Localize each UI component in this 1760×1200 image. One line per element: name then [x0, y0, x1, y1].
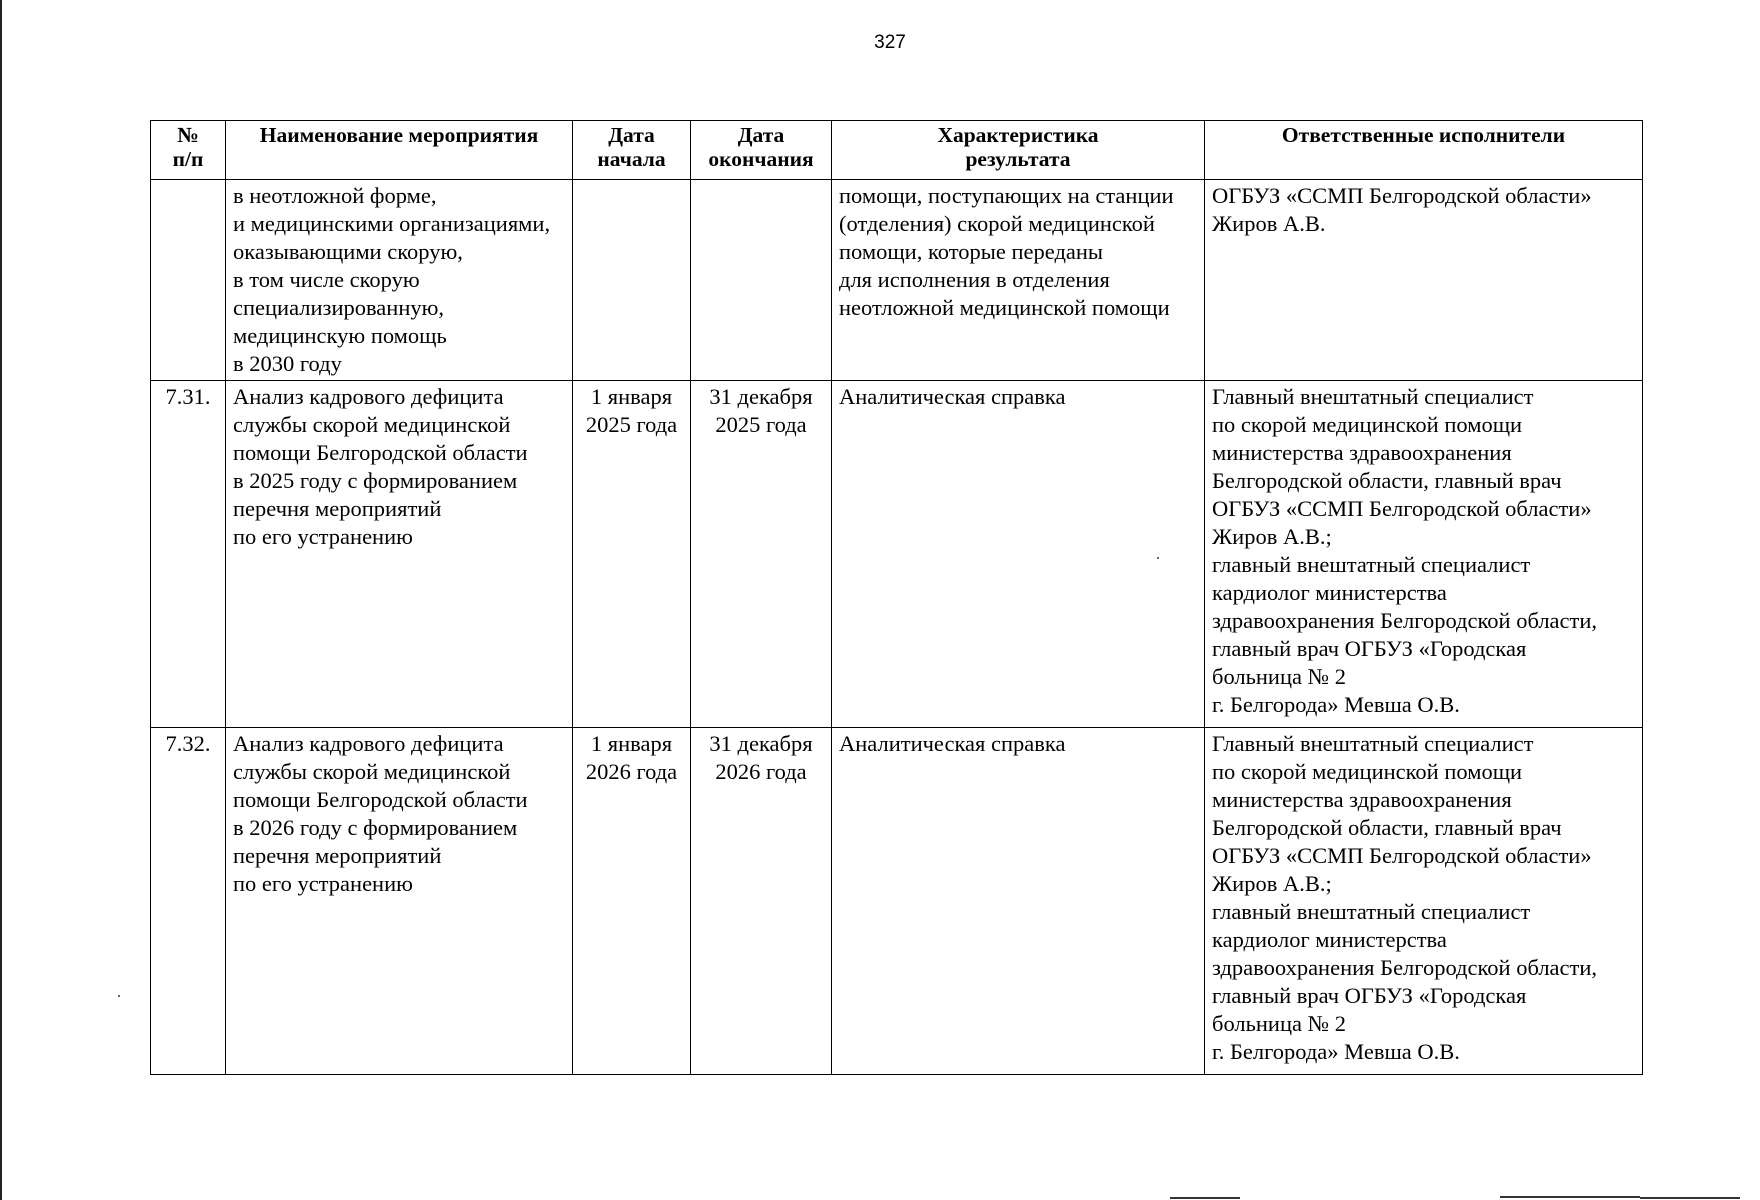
text-line: ОГБУЗ «ССМП Белгородской области» — [1212, 496, 1592, 521]
row-num: 7.31. — [151, 381, 226, 728]
text-line: помощи, которые переданы — [839, 239, 1104, 264]
text-line: министерства здравоохранения — [1212, 440, 1512, 465]
page-edge — [0, 0, 2, 1200]
header-end-date — [691, 121, 832, 180]
row-num — [151, 180, 226, 381]
text-line: министерства здравоохранения — [1212, 787, 1512, 812]
row-name — [226, 180, 573, 381]
row-name — [226, 728, 573, 1075]
text-line: результата — [965, 147, 1071, 171]
text-line: Белгородской области, главный врач — [1212, 468, 1562, 493]
row-responsible — [1205, 180, 1643, 381]
header-start-date — [573, 121, 691, 180]
row-result — [832, 180, 1205, 381]
text-line: помощи, поступающих на станции — [839, 183, 1174, 208]
text-line: Наименование мероприятия — [259, 123, 539, 147]
row-end-date — [691, 728, 832, 1075]
text-line: кардиолог министерства — [1212, 927, 1447, 952]
text-line: по его устранению — [233, 524, 413, 549]
scan-dot — [1157, 557, 1159, 559]
row-result — [832, 381, 1205, 728]
page-number: 327 — [874, 32, 906, 53]
text-line: Дата — [608, 123, 655, 147]
text-line: Характеристика — [937, 123, 1099, 147]
text-line: Аналитическая справка — [839, 731, 1066, 756]
text-line: 2026 года — [715, 759, 807, 784]
header-name — [226, 121, 573, 180]
text-line: Дата — [737, 123, 785, 147]
scan-rule — [1500, 1196, 1640, 1198]
text-line: 1 января — [590, 384, 673, 409]
text-line: помощи Белгородской области — [233, 787, 528, 812]
text-line: ОГБУЗ «ССМП Белгородской области» — [1212, 183, 1592, 208]
text-line: окончания — [708, 147, 814, 171]
text-line: перечня мероприятий — [233, 496, 442, 521]
text-line: Главный внештатный специалист — [1212, 384, 1534, 409]
text-line: 31 декабря — [709, 384, 813, 409]
text-line: Главный внештатный специалист — [1212, 731, 1534, 756]
table-header-row — [151, 121, 1643, 180]
text-line: Жиров А.В.; — [1212, 871, 1332, 896]
text-line: специализированную, — [233, 295, 445, 320]
text-line: кардиолог министерства — [1212, 580, 1447, 605]
text-line: Анализ кадрового дефицита — [233, 384, 504, 409]
text-line: Анализ кадрового дефицита — [233, 731, 504, 756]
row-start-date — [573, 728, 691, 1075]
text-line: помощи Белгородской области — [233, 440, 528, 465]
text-line: Аналитическая справка — [839, 384, 1066, 409]
text-line: службы скорой медицинской — [233, 759, 511, 784]
text-line: Белгородской области, главный врач — [1212, 815, 1562, 840]
table-row — [151, 180, 1643, 381]
text-line: Ответственные исполнители — [1281, 123, 1566, 147]
header-result — [832, 121, 1205, 180]
row-responsible — [1205, 381, 1643, 728]
table-row — [151, 381, 1643, 728]
text-line: для исполнения в отделения — [839, 267, 1110, 292]
text-line: больница № 2 — [1212, 1011, 1346, 1036]
text-line: и медицинскими организациями, — [233, 211, 551, 236]
text-line: главный внештатный специалист — [1212, 899, 1531, 924]
text-line: в том числе скорую — [233, 267, 420, 292]
text-line: перечня мероприятий — [233, 843, 442, 868]
row-result — [832, 728, 1205, 1075]
text-line: по скорой медицинской помощи — [1212, 759, 1523, 784]
text-line: главный внештатный специалист — [1212, 552, 1531, 577]
text-line: п/п — [172, 147, 204, 171]
text-line: 1 января — [590, 731, 673, 756]
row-responsible — [1205, 728, 1643, 1075]
text-line: здравоохранения Белгородской области, — [1212, 608, 1598, 633]
text-line: в 2030 году — [233, 351, 342, 376]
row-name — [226, 381, 573, 728]
text-line: в неотложной форме, — [233, 183, 437, 208]
text-line: Жиров А.В.; — [1212, 524, 1332, 549]
text-line: в 2026 году с формированием — [233, 815, 518, 840]
text-line: 31 декабря — [709, 731, 813, 756]
text-line: здравоохранения Белгородской области, — [1212, 955, 1598, 980]
text-line: г. Белгорода» Мевша О.В. — [1212, 692, 1460, 717]
scan-rule — [1640, 1197, 1740, 1199]
text-line: по его устранению — [233, 871, 413, 896]
row-end-date — [691, 180, 832, 381]
text-line: оказывающими скорую, — [233, 239, 463, 264]
header-num — [151, 121, 226, 180]
header-responsible — [1205, 121, 1643, 180]
text-line: ОГБУЗ «ССМП Белгородской области» — [1212, 843, 1592, 868]
text-line: 2025 года — [585, 412, 678, 437]
text-line: больница № 2 — [1212, 664, 1346, 689]
text-line: начала — [597, 147, 666, 171]
text-line: главный врач ОГБУЗ «Городская — [1212, 983, 1527, 1008]
text-line: г. Белгорода» Мевша О.В. — [1212, 1039, 1460, 1064]
text-line: 2026 года — [585, 759, 678, 784]
text-line: № — [177, 123, 199, 147]
text-line: службы скорой медицинской — [233, 412, 511, 437]
row-num: 7.32. — [151, 728, 226, 1075]
text-line: медицинскую помощь — [233, 323, 447, 348]
text-line: главный врач ОГБУЗ «Городская — [1212, 636, 1527, 661]
text-line: Жиров А.В. — [1212, 211, 1326, 236]
row-start-date — [573, 180, 691, 381]
text-line: (отделения) скорой медицинской — [839, 211, 1155, 236]
scan-dot — [118, 995, 120, 997]
text-line: в 2025 году с формированием — [233, 468, 518, 493]
row-end-date — [691, 381, 832, 728]
text-line: по скорой медицинской помощи — [1212, 412, 1523, 437]
table-row — [151, 728, 1643, 1075]
text-line: неотложной медицинской помощи — [839, 295, 1170, 320]
row-start-date — [573, 381, 691, 728]
text-line: 2025 года — [715, 412, 807, 437]
activities-table — [150, 120, 1643, 1075]
scan-rule — [1170, 1197, 1240, 1199]
